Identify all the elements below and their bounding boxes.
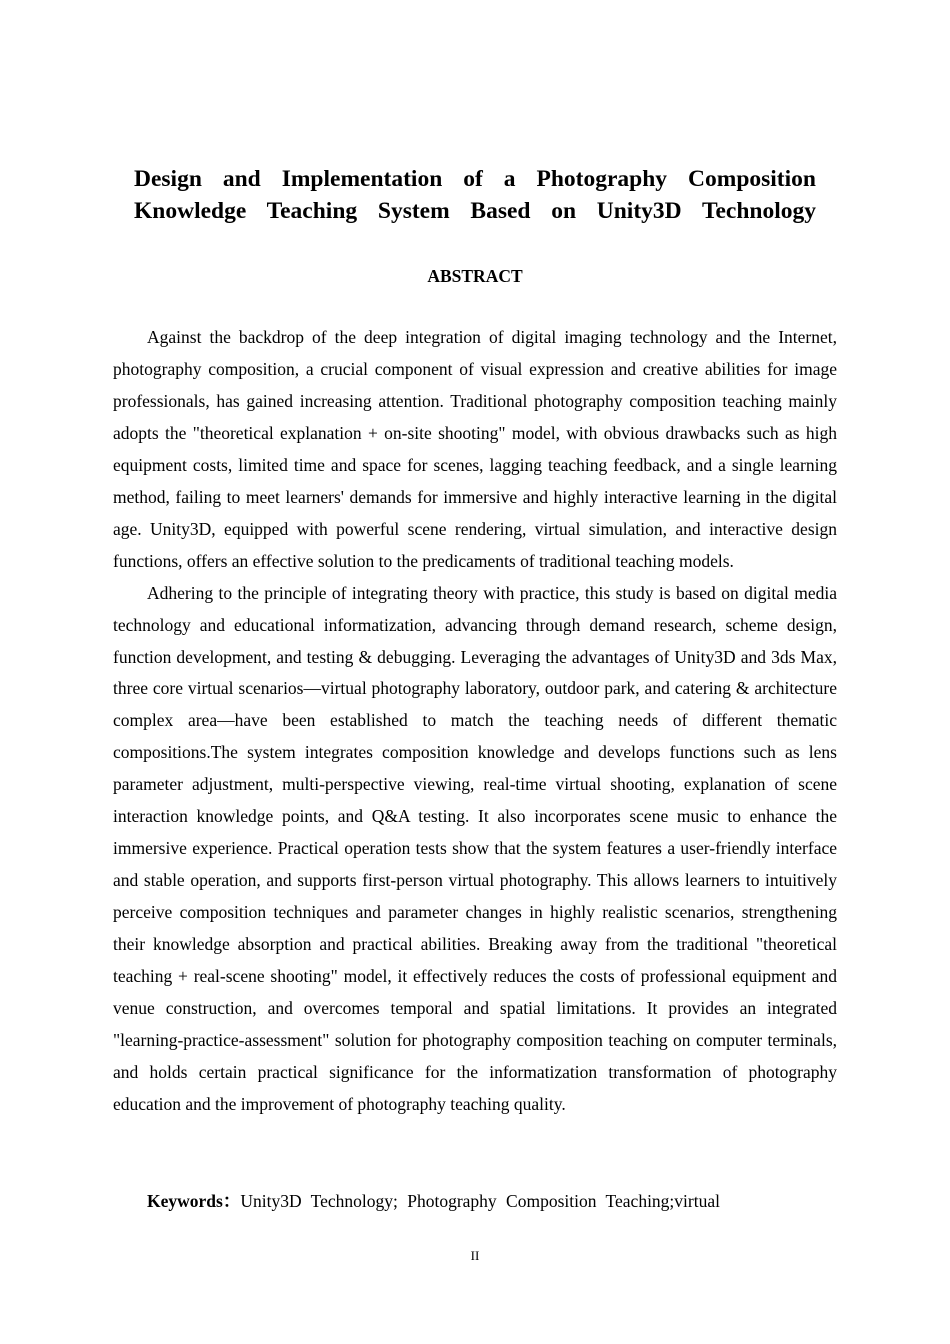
keywords-line <box>147 1186 837 1217</box>
paper-title: Design and Implementation of a Photography Composition Knowledge Teaching System Based on Unity3D Technology <box>134 166 816 224</box>
abstract-paragraph-1: Against the backdrop of the deep integration of digital imaging technology and the Internet, photography composition, a crucial component of visual expression and creative abilities for image professionals, has gained increasing attention. Traditional photography composition teaching mainly adopts the "theoretical explanation + on-site shooting" model, with obvious drawbacks such as high equipment costs, limited time and space for scenes, lagging teaching feedback, and a single learning method, failing to meet learners' demands for immersive and highly interactive learning in the digital age. Unity3D, equipped with powerful scene rendering, virtual simulation, and interactive design functions, offers an effective solution to the predicaments of traditional teaching models. <box>113 327 837 571</box>
page-number: II <box>470 1248 480 1263</box>
abstract-paragraph-2: Adhering to the principle of integrating theory with practice, this study is based on digital media technology and educational informatization, advancing through demand research, scheme design, function development, and testing & debugging. Leveraging the advantages of Unity3D and 3ds Max, three core virtual scenarios—virtual photography laboratory, outdoor park, and catering & architecture complex area—have been established to match the teaching needs of different thematic compositions.The system integrates composition knowledge and develops functions such as lens parameter adjustment, multi-perspective viewing, real-time virtual shooting, explanation of scene interaction knowledge points, and Q&A testing. It also incorporates scene music to enhance the immersive experience. Practical operation tests show that the system features a user-friendly interface and stable operation, and supports first-person virtual photography. This allows learners to intuitively perceive composition techniques and parameter changes in highly realistic scenarios, strengthening their knowledge absorption and practical abilities. Breaking away from the traditional "theoretical teaching + real-scene shooting" model, it effectively reduces the costs of professional equipment and venue construction, and overcomes temporal and spatial limitations. It provides an integrated "learning-practice-assessment" solution for photography composition teaching on computer terminals, and holds certain practical significance for the informatization transformation of photography education and the improvement of photography teaching quality. <box>113 582 837 1114</box>
keywords-text: Unity3D Technology; Photography Composition Teaching;virtual <box>240 1191 720 1211</box>
keywords-label: Keywords： <box>147 1191 241 1211</box>
abstract-heading: ABSTRACT <box>427 266 523 286</box>
abstract-body <box>113 322 837 1121</box>
